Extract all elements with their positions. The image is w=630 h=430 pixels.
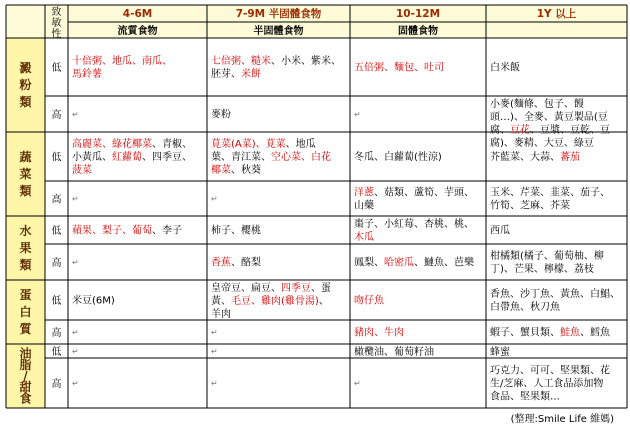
food-item-line: 蝦子、蟹貝類、鮭魚、鱈魚 [490, 327, 610, 339]
food-item-line: 竹筍、芝麻、芥菜 [490, 200, 570, 212]
allergy-level: 低 [51, 226, 62, 237]
empty-cell-mark: ↵ [211, 328, 218, 337]
food-item-line: 蘋果、梨子、葡萄、李子 [72, 225, 182, 237]
food-item-line: 豬肉、牛肉 [354, 327, 404, 339]
food-item-line: 胚芽、米餅 [211, 69, 261, 80]
empty-cell-mark: ↵ [72, 379, 79, 388]
food-item-line: 柿子、櫻桃 [211, 225, 261, 237]
food-item-line: 腐)、麥精、大豆、綠豆 [490, 138, 594, 149]
food-item-line: 冬瓜、白蘿蔔(性涼) [354, 152, 442, 163]
food-item-line: 五倍粥、麵包、吐司 [354, 62, 444, 74]
food-item-line: 洋蔥、菇類、蘆筍、芋頭、 [354, 187, 474, 199]
food-item-line: 葉、青江菜、空心菜、白花 [211, 152, 331, 163]
allergy-level: 高 [51, 379, 62, 390]
category-label: 油脂/甜食 [19, 346, 32, 406]
empty-cell-mark: ↵ [354, 379, 361, 388]
food-item-line: 麥粉 [211, 109, 231, 121]
food-item-line: 七倍粥、糙米、小米、紫米、 [211, 56, 341, 67]
category-label: 蔬菜類 [19, 150, 32, 198]
allergy-level: 低 [51, 152, 62, 164]
empty-cell-mark: ↵ [72, 110, 79, 119]
food-item-line: 白米飯 [490, 62, 520, 74]
food-texture-header: 半固體食物 [253, 26, 304, 37]
empty-cell-mark: ↵ [354, 110, 361, 119]
food-item-line: 柑橘類(橘子、葡萄柚、柳 [490, 251, 604, 262]
food-item-line: 生/芝麻、人工食品添加物 [490, 378, 604, 390]
food-item-line: 白帶魚、秋刀魚 [490, 302, 560, 313]
food-item-line: 橄欖油、葡萄籽油 [354, 347, 434, 358]
allergy-level: 高 [51, 328, 62, 339]
food-texture-header: 流質食物 [117, 26, 158, 37]
age-header: 1Y 以上 [536, 8, 577, 20]
food-item-line: 小麥(麵條、包子、饅 [490, 99, 584, 110]
food-item-line: 食品、堅果類… [490, 391, 560, 403]
credit-note: (整理:Smile Life 維媽) [510, 414, 614, 425]
allergy-level: 高 [51, 110, 62, 121]
allergy-level: 低 [51, 347, 62, 358]
empty-cell-mark: ↵ [72, 258, 79, 267]
food-item-line: 巧克力、可可、堅果類、花 [490, 365, 610, 377]
food-item-line: 頭…)、全麥、黃豆製品(豆 [490, 112, 608, 123]
category-label: 蛋白質 [19, 288, 32, 336]
food-item-line: 丁)、芒果、檸檬、荔枝 [490, 264, 594, 275]
category-label: 水果類 [19, 224, 32, 272]
food-item-line: 芥藍菜、大蒜、蕃茄 [490, 152, 580, 163]
food-item-line: 黃、毛豆、雞肉(雞骨湯)、 [211, 296, 329, 307]
food-item-line: 香魚、沙丁魚、黃魚、白鯧、 [490, 289, 620, 300]
food-item-line: 馬鈴薯 [72, 69, 102, 80]
food-item-line: 莧菜(A菜)、莧菜、地瓜 [211, 139, 316, 150]
food-item-line: 山藥 [354, 200, 374, 212]
age-header: 4-6M [122, 8, 153, 20]
food-item-line: 椰菜、秋葵 [211, 165, 261, 176]
food-item-line: 十倍粥、地瓜、南瓜、 [72, 56, 172, 67]
allergy-level: 低 [51, 296, 62, 307]
empty-cell-mark: ↵ [211, 194, 218, 204]
food-item-line: 菠菜 [72, 165, 92, 176]
empty-cell-mark: ↵ [72, 347, 79, 356]
food-item-line: 皇帝豆、扁豆、四季豆、蛋 [211, 283, 331, 294]
food-item-line: 西瓜 [490, 225, 510, 237]
age-header: 7-9M 半固體食物 [235, 8, 322, 20]
empty-cell-mark: ↵ [211, 379, 218, 388]
food-item-line: 高麗菜、綠花椰菜、青椒、 [72, 139, 192, 150]
food-item-line: 米豆(6M) [72, 295, 115, 307]
food-item-line: 蜂蜜 [490, 347, 510, 358]
allergy-level: 高 [51, 194, 62, 206]
food-item-line: 腐、豆花、豆漿、豆乾、豆 [490, 125, 610, 136]
food-item-line: 小黃瓜、紅蘿蔔、四季豆、 [72, 152, 192, 163]
category-label: 澱粉類 [19, 61, 32, 109]
age-header: 10-12M [395, 8, 441, 20]
sensitivity-header: 致敏性 [51, 7, 62, 40]
allergy-level: 低 [51, 63, 62, 74]
empty-cell-mark: ↵ [211, 347, 218, 356]
food-item-line: 棗子、小紅莓、杏桃、桃、 [354, 219, 474, 230]
food-item-line: 玉米、芹菜、韭菜、茄子、 [490, 187, 610, 199]
food-texture-header: 固體食物 [398, 26, 438, 37]
food-item-line: 羊肉 [211, 309, 231, 320]
food-item-line: 木瓜 [354, 232, 374, 243]
food-item-line: 鳳梨、哈密瓜、鰱魚、芭樂 [354, 257, 474, 269]
empty-cell-mark: ↵ [72, 328, 79, 337]
food-item-line: 香蕉、酪梨 [211, 257, 261, 269]
empty-cell-mark: ↵ [72, 194, 79, 204]
food-item-line: 吻仔魚 [354, 295, 384, 307]
allergy-level: 高 [51, 258, 62, 269]
